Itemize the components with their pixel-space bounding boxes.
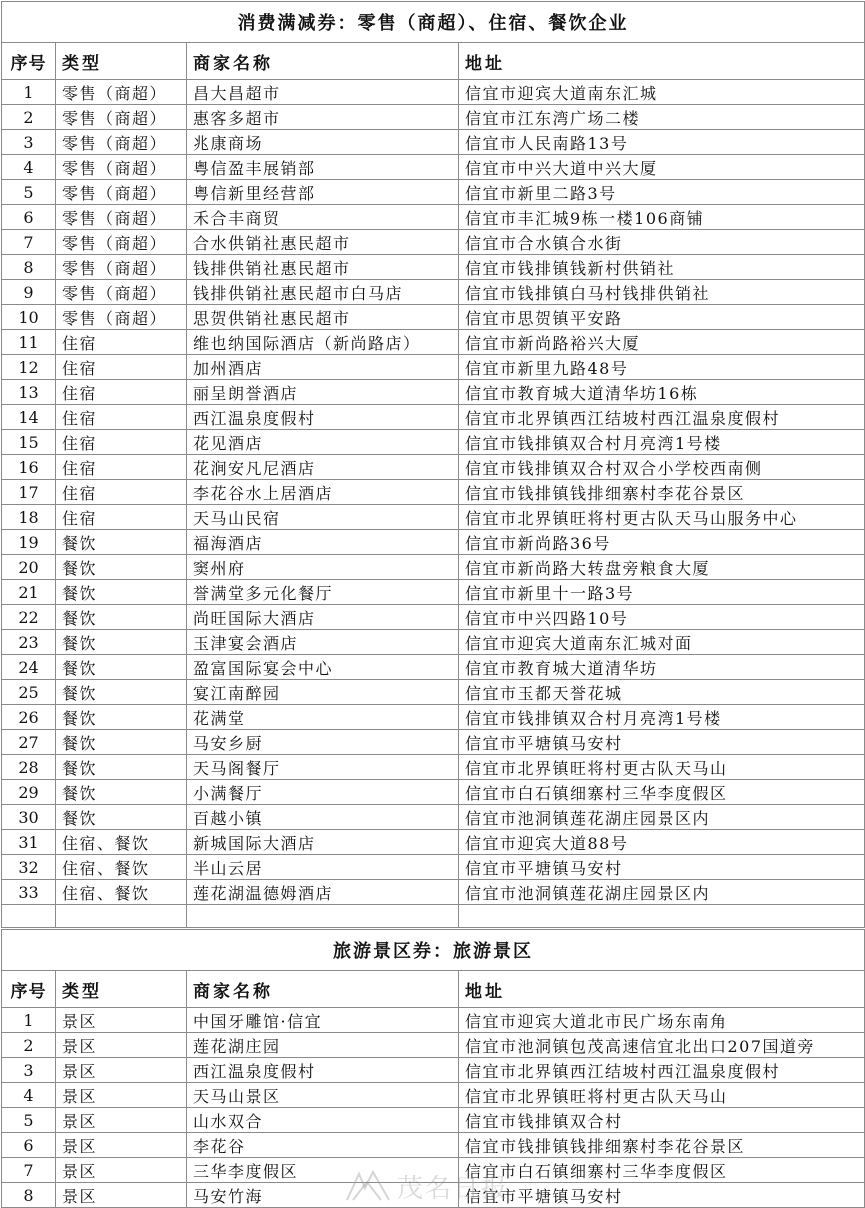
row-type: 零售（商超） <box>56 205 187 230</box>
row-index: 6 <box>2 205 56 230</box>
row-address: 信宜市思贺镇平安路 <box>459 305 865 330</box>
table-row <box>2 505 865 530</box>
table-row <box>2 180 865 205</box>
row-address: 信宜市平塘镇马安村 <box>459 1183 865 1208</box>
table-row <box>2 805 865 830</box>
row-merchant-name: 禾合丰商贸 <box>187 205 459 230</box>
row-address: 信宜市迎宾大道北市民广场东南角 <box>459 1008 865 1033</box>
row-index: 20 <box>2 555 56 580</box>
row-index: 30 <box>2 805 56 830</box>
row-type: 餐饮 <box>56 780 187 805</box>
row-merchant-name: 盈富国际宴会中心 <box>187 655 459 680</box>
row-type: 住宿 <box>56 355 187 380</box>
row-merchant-name: 中国牙雕馆·信宜 <box>187 1008 459 1033</box>
row-type: 景区 <box>56 1008 187 1033</box>
row-type: 住宿 <box>56 380 187 405</box>
row-type: 餐饮 <box>56 655 187 680</box>
row-type: 景区 <box>56 1158 187 1183</box>
row-index: 10 <box>2 305 56 330</box>
row-index: 26 <box>2 705 56 730</box>
table-row <box>2 80 865 105</box>
row-merchant-name: 花见酒店 <box>187 430 459 455</box>
row-type: 餐饮 <box>56 755 187 780</box>
row-merchant-name: 加州酒店 <box>187 355 459 380</box>
row-type: 住宿 <box>56 505 187 530</box>
row-address: 信宜市江东湾广场二楼 <box>459 105 865 130</box>
table-row <box>2 580 865 605</box>
row-index: 1 <box>2 80 56 105</box>
row-address: 信宜市钱排镇钱排细寨村李花谷景区 <box>459 480 865 505</box>
header-index: 序号 <box>2 971 56 1008</box>
watermark-text: 茂名日报 <box>397 1174 510 1204</box>
table-row <box>2 1108 865 1133</box>
row-address: 信宜市钱排镇双合村月亮湾1号楼 <box>459 705 865 730</box>
table-row <box>2 530 865 555</box>
table-row <box>2 130 865 155</box>
row-type: 零售（商超） <box>56 180 187 205</box>
row-merchant-name: 天马山景区 <box>187 1083 459 1108</box>
row-type: 景区 <box>56 1183 187 1208</box>
row-type: 餐饮 <box>56 605 187 630</box>
row-address: 信宜市北界镇旺将村更古队天马山 <box>459 755 865 780</box>
row-index: 19 <box>2 530 56 555</box>
row-type: 住宿 <box>56 455 187 480</box>
row-address: 信宜市白石镇细寨村三华李度假区 <box>459 780 865 805</box>
row-address: 信宜市新里十一路3号 <box>459 580 865 605</box>
row-index: 25 <box>2 680 56 705</box>
row-merchant-name: 思贺供销社惠民超市 <box>187 305 459 330</box>
row-index: 2 <box>2 105 56 130</box>
row-address: 信宜市迎宾大道南东汇城对面 <box>459 630 865 655</box>
row-type: 住宿 <box>56 480 187 505</box>
row-type: 餐饮 <box>56 530 187 555</box>
row-merchant-name: 合水供销社惠民超市 <box>187 230 459 255</box>
row-merchant-name: 小满餐厅 <box>187 780 459 805</box>
row-address: 信宜市教育城大道清华坊 <box>459 655 865 680</box>
row-index: 28 <box>2 755 56 780</box>
row-address: 信宜市新尚路大转盘旁粮食大厦 <box>459 555 865 580</box>
table-row <box>2 755 865 780</box>
row-index: 11 <box>2 330 56 355</box>
row-type: 餐饮 <box>56 580 187 605</box>
row-type: 餐饮 <box>56 680 187 705</box>
header-index: 序号 <box>2 43 56 80</box>
table-row <box>2 255 865 280</box>
row-merchant-name: 誉满堂多元化餐厅 <box>187 580 459 605</box>
table-row <box>2 730 865 755</box>
table-row <box>2 1133 865 1158</box>
row-address: 信宜市合水镇合水街 <box>459 230 865 255</box>
table-row <box>2 655 865 680</box>
row-address: 信宜市钱排镇双合村 <box>459 1108 865 1133</box>
row-type: 住宿 <box>56 405 187 430</box>
row-address: 信宜市北界镇西江结坡村西江温泉度假村 <box>459 405 865 430</box>
row-address: 信宜市钱排镇双合村双合小学校西南侧 <box>459 455 865 480</box>
row-merchant-name: 丽呈朗誉酒店 <box>187 380 459 405</box>
row-index: 3 <box>2 130 56 155</box>
row-address: 信宜市新里九路48号 <box>459 355 865 380</box>
table-row <box>2 780 865 805</box>
row-index: 5 <box>2 1108 56 1133</box>
row-index: 21 <box>2 580 56 605</box>
table-title-row <box>2 930 865 971</box>
table-row <box>2 230 865 255</box>
row-address: 信宜市教育城大道清华坊16栋 <box>459 380 865 405</box>
section-title: 旅游景区券：旅游景区 <box>2 930 865 971</box>
header-merchant: 商家名称 <box>187 43 459 80</box>
row-address: 信宜市玉都天誉花城 <box>459 680 865 705</box>
section-title: 消费满减券：零售（商超）、住宿、餐饮企业 <box>2 2 865 43</box>
row-merchant-name: 天马山民宿 <box>187 505 459 530</box>
table-row <box>2 405 865 430</box>
table-row <box>2 705 865 730</box>
row-address: 信宜市北界镇西江结坡村西江温泉度假村 <box>459 1058 865 1083</box>
table-row <box>2 280 865 305</box>
table-row <box>2 680 865 705</box>
table-row <box>2 555 865 580</box>
row-address: 信宜市北界镇旺将村更古队天马山服务中心 <box>459 505 865 530</box>
row-index: 8 <box>2 255 56 280</box>
row-address: 信宜市迎宾大道南东汇城 <box>459 80 865 105</box>
header-merchant: 商家名称 <box>187 971 459 1008</box>
header-address: 地址 <box>459 43 865 80</box>
row-address: 信宜市平塘镇马安村 <box>459 855 865 880</box>
row-index: 17 <box>2 480 56 505</box>
row-index: 2 <box>2 1033 56 1058</box>
row-type: 零售（商超） <box>56 80 187 105</box>
row-index: 9 <box>2 280 56 305</box>
table-header-row <box>2 43 865 80</box>
row-type: 住宿、餐饮 <box>56 830 187 855</box>
table-row <box>2 855 865 880</box>
row-merchant-name: 马安乡厨 <box>187 730 459 755</box>
table-row <box>2 880 865 905</box>
row-merchant-name: 三华李度假区 <box>187 1158 459 1183</box>
table-row <box>2 1033 865 1058</box>
row-index: 5 <box>2 180 56 205</box>
row-index: 12 <box>2 355 56 380</box>
row-address: 信宜市钱排镇钱排细寨村李花谷景区 <box>459 1133 865 1158</box>
row-index: 4 <box>2 155 56 180</box>
row-index: 16 <box>2 455 56 480</box>
row-type: 零售（商超） <box>56 255 187 280</box>
row-type: 餐饮 <box>56 805 187 830</box>
row-type: 住宿 <box>56 430 187 455</box>
voucher-table-scenic <box>1 929 865 1208</box>
row-merchant-name: 维也纳国际酒店（新尚路店） <box>187 330 459 355</box>
section-gap <box>0 906 865 928</box>
table-row <box>2 1058 865 1083</box>
row-index: 24 <box>2 655 56 680</box>
row-type: 零售（商超） <box>56 130 187 155</box>
row-type: 零售（商超） <box>56 305 187 330</box>
row-address: 信宜市钱排镇白马村钱排供销社 <box>459 280 865 305</box>
row-merchant-name: 窦州府 <box>187 555 459 580</box>
row-merchant-name: 李花谷 <box>187 1133 459 1158</box>
row-merchant-name: 花满堂 <box>187 705 459 730</box>
row-merchant-name: 天马阁餐厅 <box>187 755 459 780</box>
row-type: 景区 <box>56 1058 187 1083</box>
table-row <box>2 205 865 230</box>
row-type: 住宿、餐饮 <box>56 880 187 905</box>
row-merchant-name: 山水双合 <box>187 1108 459 1133</box>
table-row <box>2 355 865 380</box>
row-merchant-name: 粤信盈丰展销部 <box>187 155 459 180</box>
row-index: 1 <box>2 1008 56 1033</box>
row-merchant-name: 半山云居 <box>187 855 459 880</box>
table-row <box>2 605 865 630</box>
row-index: 18 <box>2 505 56 530</box>
row-address: 信宜市中兴四路10号 <box>459 605 865 630</box>
row-address: 信宜市池洞镇莲花湖庄园景区内 <box>459 805 865 830</box>
row-address: 信宜市池洞镇包茂高速信宜北出口207国道旁 <box>459 1033 865 1058</box>
row-index: 15 <box>2 430 56 455</box>
row-index: 8 <box>2 1183 56 1208</box>
row-address: 信宜市北界镇旺将村更古队天马山 <box>459 1083 865 1108</box>
row-type: 餐饮 <box>56 630 187 655</box>
row-type: 餐饮 <box>56 555 187 580</box>
row-merchant-name: 粤信新里经营部 <box>187 180 459 205</box>
row-index: 7 <box>2 230 56 255</box>
table-row <box>2 330 865 355</box>
row-index: 7 <box>2 1158 56 1183</box>
row-merchant-name: 莲花湖庄园 <box>187 1033 459 1058</box>
row-type: 零售（商超） <box>56 280 187 305</box>
table-row <box>2 380 865 405</box>
row-merchant-name: 新城国际大酒店 <box>187 830 459 855</box>
table-title-row <box>2 2 865 43</box>
row-index: 22 <box>2 605 56 630</box>
table-row <box>2 305 865 330</box>
row-merchant-name: 钱排供销社惠民超市白马店 <box>187 280 459 305</box>
row-type: 零售（商超） <box>56 230 187 255</box>
table-row <box>2 155 865 180</box>
row-merchant-name: 花涧安凡尼酒店 <box>187 455 459 480</box>
row-index: 23 <box>2 630 56 655</box>
row-address: 信宜市人民南路13号 <box>459 130 865 155</box>
row-address: 信宜市丰汇城9栋一楼106商铺 <box>459 205 865 230</box>
table-row <box>2 430 865 455</box>
row-merchant-name: 兆康商场 <box>187 130 459 155</box>
row-merchant-name: 西江温泉度假村 <box>187 405 459 430</box>
table-header-row <box>2 971 865 1008</box>
header-type: 类型 <box>56 971 187 1008</box>
row-address: 信宜市平塘镇马安村 <box>459 730 865 755</box>
header-address: 地址 <box>459 971 865 1008</box>
row-index: 27 <box>2 730 56 755</box>
voucher-table-retail <box>1 1 865 928</box>
row-address: 信宜市池洞镇莲花湖庄园景区内 <box>459 880 865 905</box>
row-index: 3 <box>2 1058 56 1083</box>
row-index: 4 <box>2 1083 56 1108</box>
table-row <box>2 480 865 505</box>
row-type: 餐饮 <box>56 705 187 730</box>
row-type: 景区 <box>56 1083 187 1108</box>
table-row <box>2 105 865 130</box>
row-type: 零售（商超） <box>56 105 187 130</box>
row-merchant-name: 李花谷水上居酒店 <box>187 480 459 505</box>
row-index: 6 <box>2 1133 56 1158</box>
table-row <box>2 1083 865 1108</box>
row-index: 33 <box>2 880 56 905</box>
row-merchant-name: 昌大昌超市 <box>187 80 459 105</box>
row-merchant-name: 玉津宴会酒店 <box>187 630 459 655</box>
row-merchant-name: 尚旺国际大酒店 <box>187 605 459 630</box>
table-row <box>2 1008 865 1033</box>
row-merchant-name: 马安竹海 <box>187 1183 459 1208</box>
row-index: 32 <box>2 855 56 880</box>
row-address: 信宜市钱排镇双合村月亮湾1号楼 <box>459 430 865 455</box>
row-type: 住宿 <box>56 330 187 355</box>
row-type: 景区 <box>56 1108 187 1133</box>
table-row <box>2 1158 865 1183</box>
row-address: 信宜市迎宾大道88号 <box>459 830 865 855</box>
row-address: 信宜市白石镇细寨村三华李度假区 <box>459 1158 865 1183</box>
row-address: 信宜市新里二路3号 <box>459 180 865 205</box>
row-address: 信宜市新尚路裕兴大厦 <box>459 330 865 355</box>
row-merchant-name: 惠客多超市 <box>187 105 459 130</box>
row-type: 景区 <box>56 1133 187 1158</box>
row-merchant-name: 百越小镇 <box>187 805 459 830</box>
row-index: 13 <box>2 380 56 405</box>
table-row <box>2 830 865 855</box>
row-index: 29 <box>2 780 56 805</box>
row-merchant-name: 西江温泉度假村 <box>187 1058 459 1083</box>
row-merchant-name: 莲花湖温德姆酒店 <box>187 880 459 905</box>
row-index: 14 <box>2 405 56 430</box>
table-row <box>2 455 865 480</box>
table-row <box>2 630 865 655</box>
row-address: 信宜市钱排镇钱新村供销社 <box>459 255 865 280</box>
row-merchant-name: 福海酒店 <box>187 530 459 555</box>
table-row <box>2 1183 865 1208</box>
row-merchant-name: 宴江南醉园 <box>187 680 459 705</box>
row-type: 景区 <box>56 1033 187 1058</box>
row-merchant-name: 钱排供销社惠民超市 <box>187 255 459 280</box>
row-type: 零售（商超） <box>56 155 187 180</box>
row-type: 餐饮 <box>56 730 187 755</box>
row-address: 信宜市中兴大道中兴大厦 <box>459 155 865 180</box>
header-type: 类型 <box>56 43 187 80</box>
row-index: 31 <box>2 830 56 855</box>
row-address: 信宜市新尚路36号 <box>459 530 865 555</box>
row-type: 住宿、餐饮 <box>56 855 187 880</box>
